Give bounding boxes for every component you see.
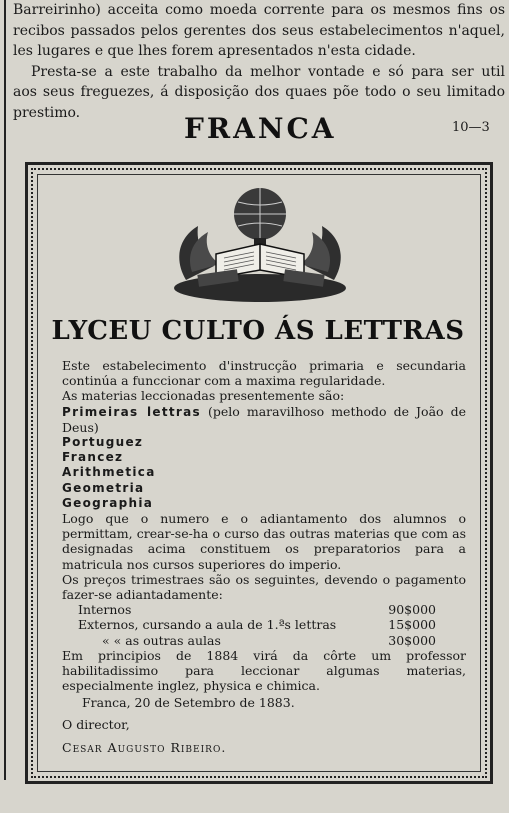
subject-name: Geographia — [62, 495, 154, 510]
subject-name: Primeiras lettras — [62, 404, 201, 419]
prices-intro: Os preços trimestraes são os seguintes, devendo o pagamento fazer-se adiantadamente: — [62, 571, 466, 603]
advertisement-body — [62, 358, 466, 755]
signoff: O director, — [62, 716, 130, 732]
text-line: Presta-se a este trabalho da melhor vontade e só para ser util — [31, 63, 505, 80]
reference-number: 10—3 — [452, 120, 490, 135]
text-line: recibos passados pelos gerentes dos seus estabelecimentos n'aquel, — [13, 22, 505, 39]
price-value: 30$000 — [388, 632, 436, 648]
price-label: Externos, cursando a aula de 1.ªs lettras — [78, 617, 337, 633]
price-label: Internos — [78, 602, 132, 618]
text-line: aos seus freguezes, á disposição dos quaes põe todo o seu limitado — [13, 84, 505, 100]
preceding-article — [13, 0, 505, 123]
subject-name: Francez — [62, 450, 124, 465]
column-rule — [4, 0, 6, 780]
courses-paragraph: Logo que o numero e o adiantamento dos alumnos o permittam, crear-se-ha o curso das outras materias que com as designadas acima constituem os preparatorios para a matricula nos cursos superiores do imperio. — [62, 511, 466, 572]
globe-books-laurel-icon — [168, 180, 352, 306]
subject-name: Portuguez — [62, 435, 144, 450]
price-value: 90$000 — [388, 602, 436, 618]
date-line: Franca, 20 de Setembro de 1883. — [82, 695, 295, 711]
section-heading: FRANCA — [184, 112, 337, 145]
subjects-intro: As materias leccionadas presentemente são: — [62, 388, 345, 404]
price-value: 15$000 — [388, 617, 436, 633]
text-line: Barreirinho) acceita como moeda corrente para os mesmos fins os — [13, 2, 505, 18]
signature: Cesar Augusto Ribeiro. — [62, 739, 227, 755]
price-label: « « as outras aulas — [102, 632, 221, 648]
teacher-paragraph: Em principios de 1884 virá da côrte um professor habilitadissimo para leccionar algumas materias, especialmente inglez, physica e chimica. — [62, 647, 466, 694]
price-row — [62, 602, 466, 617]
intro-paragraph: Este estabelecimento d'instrucção primaria e secundaria continúa a funccionar com a maxima regularidade. — [62, 358, 466, 389]
text-line: prestimo. — [13, 104, 81, 121]
text-line: les lugares e que lhes forem apresentados n'esta cidade. — [13, 43, 416, 59]
price-row — [62, 617, 466, 632]
advertisement-title: LYCEU CULTO ÁS LETTRAS — [51, 316, 465, 346]
first-subject-line — [62, 404, 466, 435]
subject-note: (pelo maravilhoso methodo de João de Deus) — [62, 403, 466, 435]
subject-name: Geometria — [62, 480, 145, 495]
subject-name: Arithmetica — [62, 465, 156, 480]
price-row — [62, 633, 466, 648]
